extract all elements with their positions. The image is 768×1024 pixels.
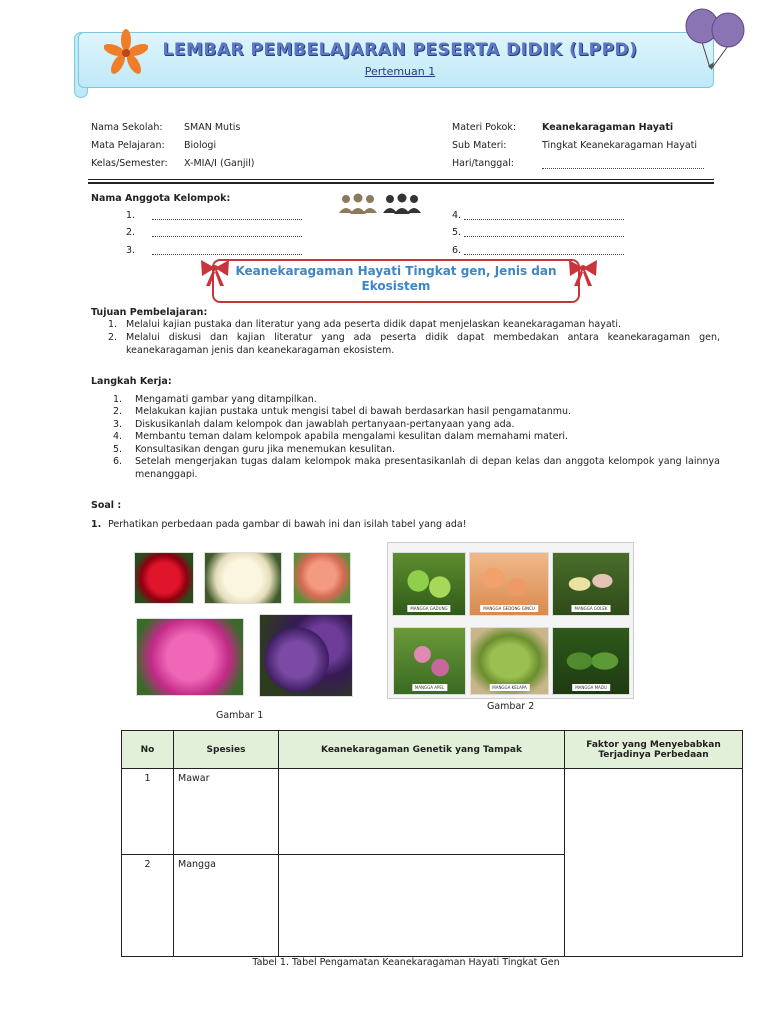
- goal-item-2: Melalui diskusi dan kajian literatur yang ada peserta didik dapat membedakan antara keanekaragaman gen, keanekaragaman jenis dan keanekaragaman ekosistem.: [126, 332, 720, 356]
- col-header-no: No: [122, 731, 174, 769]
- step-item-6: Setelah mengerjakan tugas dalam kelompok maka presentasikanlah di depan kelas dan anggota kelompok yang lainnya menanggapi.: [135, 456, 720, 480]
- mango-gadung-image: [392, 552, 466, 616]
- class-label: Kelas/Semester:: [91, 158, 168, 169]
- mango-gedong-gincu-image: [469, 552, 549, 616]
- member-field-4[interactable]: [464, 210, 624, 220]
- member-number-5: 5.: [452, 227, 462, 238]
- date-field[interactable]: [542, 159, 704, 169]
- table-caption: Tabel 1. Tabel Pengamatan Keanekaragaman Hayati Tingkat Gen: [252, 957, 560, 968]
- row-2-no: 2: [122, 855, 174, 957]
- question-1-number: 1.: [91, 519, 102, 530]
- class-value: X-MIA/I (Ganjil): [184, 158, 255, 169]
- subject-value: Biologi: [184, 140, 217, 151]
- group-people-icon: [337, 193, 379, 217]
- mango-label-5: MANGGA KELAPA: [489, 684, 530, 691]
- document-title: LEMBAR PEMBELAJARAN PESERTA DIDIK (LPPD): [162, 40, 638, 60]
- step-number-4: 4.: [113, 431, 123, 442]
- step-item-2: Melakukan kajian pustaka untuk mengisi tabel di bawah berdasarkan hasil pengamatanmu.: [135, 406, 572, 417]
- row-1-species: Mawar: [174, 769, 279, 855]
- factors-cell[interactable]: [565, 769, 743, 957]
- step-number-5: 5.: [113, 444, 123, 455]
- meeting-subtitle: Pertemuan 1: [364, 65, 436, 78]
- member-field-6[interactable]: [464, 245, 624, 255]
- mango-label-3: MANGGA GOLEK: [571, 605, 610, 612]
- topic-ribbon-text: Keanekaragaman Hayati Tingkat gen, Jenis dan Ekosistem: [235, 264, 557, 293]
- pink-rose-image: [136, 618, 244, 696]
- figure-2-caption: Gambar 2: [487, 701, 535, 712]
- peach-rose-image: [293, 552, 351, 604]
- mango-label-1: MANGGA GADUNG: [407, 605, 450, 612]
- row-2-species: Mangga: [174, 855, 279, 957]
- member-field-5[interactable]: [464, 227, 624, 237]
- subtopic-label: Sub Materi:: [452, 140, 507, 151]
- figure-1-caption: Gambar 1: [216, 710, 264, 721]
- divider-thick: [88, 182, 714, 184]
- member-number-2: 2.: [126, 227, 136, 238]
- member-field-3[interactable]: [152, 245, 302, 255]
- balloons-icon: [680, 6, 750, 72]
- topic-value: Keanekaragaman Hayati: [542, 122, 674, 133]
- member-number-1: 1.: [126, 210, 136, 221]
- table-row: [122, 769, 743, 855]
- purple-rose-image: [259, 614, 353, 697]
- member-number-4: 4.: [452, 210, 462, 221]
- topic-label: Materi Pokok:: [452, 122, 517, 133]
- school-value: SMAN Mutis: [184, 122, 241, 133]
- bow-icon-right: [566, 256, 600, 288]
- step-number-1: 1.: [113, 394, 123, 405]
- step-number-6: 6.: [113, 456, 123, 467]
- step-number-2: 2.: [113, 406, 123, 417]
- member-field-1[interactable]: [152, 210, 302, 220]
- row-2-genetic-cell[interactable]: [279, 855, 565, 957]
- step-item-3: Diskusikanlah dalam kelompok dan jawablah pertanyaan-pertanyaan yang ada.: [135, 419, 515, 430]
- mango-apel-image: [393, 627, 466, 695]
- col-header-species: Spesies: [174, 731, 279, 769]
- member-field-2[interactable]: [152, 227, 302, 237]
- mango-madu-image: [552, 627, 630, 695]
- goals-heading: Tujuan Pembelajaran:: [91, 307, 208, 318]
- red-rose-image: [134, 552, 194, 604]
- school-label: Nama Sekolah:: [91, 122, 163, 133]
- step-item-4: Membantu teman dalam kelompok apabila mengalami kesulitan dalam memahami materi.: [135, 431, 569, 442]
- questions-heading: Soal :: [91, 500, 122, 511]
- observation-table: [121, 730, 743, 957]
- member-number-3: 3.: [126, 245, 136, 256]
- date-label: Hari/tanggal:: [452, 158, 515, 169]
- col-header-factors: Faktor yang Menyebabkan Terjadinya Perbedaan: [565, 731, 743, 769]
- group-heading: Nama Anggota Kelompok:: [91, 193, 231, 204]
- step-item-1: Mengamati gambar yang ditampilkan.: [135, 394, 317, 405]
- goal-number-2: 2.: [108, 332, 118, 343]
- divider-top: [88, 179, 714, 180]
- mango-golek-image: [552, 552, 630, 616]
- subject-label: Mata Pelajaran:: [91, 140, 165, 151]
- mango-label-4: MANGGA APEL: [412, 684, 447, 691]
- row-1-no: 1: [122, 769, 174, 855]
- question-1-text: Perhatikan perbedaan pada gambar di bawah ini dan isilah tabel yang ada!: [108, 519, 467, 530]
- group-people-dark-icon: [381, 193, 423, 217]
- step-number-3: 3.: [113, 419, 123, 430]
- row-1-genetic-cell[interactable]: [279, 769, 565, 855]
- goal-item-1: Melalui kajian pustaka dan literatur yang ada peserta didik dapat menjelaskan keanekaragaman hayati.: [126, 319, 622, 330]
- steps-heading: Langkah Kerja:: [91, 376, 172, 387]
- mango-label-6: MANGGA MADU: [572, 684, 610, 691]
- mango-kelapa-image: [470, 627, 549, 695]
- member-number-6: 6.: [452, 245, 462, 256]
- mango-label-2: MANGGA GEDONG GINCU: [480, 605, 538, 612]
- goal-number-1: 1.: [108, 319, 118, 330]
- white-rose-image: [204, 552, 282, 604]
- step-item-5: Konsultasikan dengan guru jika menemukan kesulitan.: [135, 444, 396, 455]
- subtopic-value: Tingkat Keanekaragaman Hayati: [542, 140, 698, 151]
- col-header-genetic-diversity: Keanekaragaman Genetik yang Tampak: [279, 731, 565, 769]
